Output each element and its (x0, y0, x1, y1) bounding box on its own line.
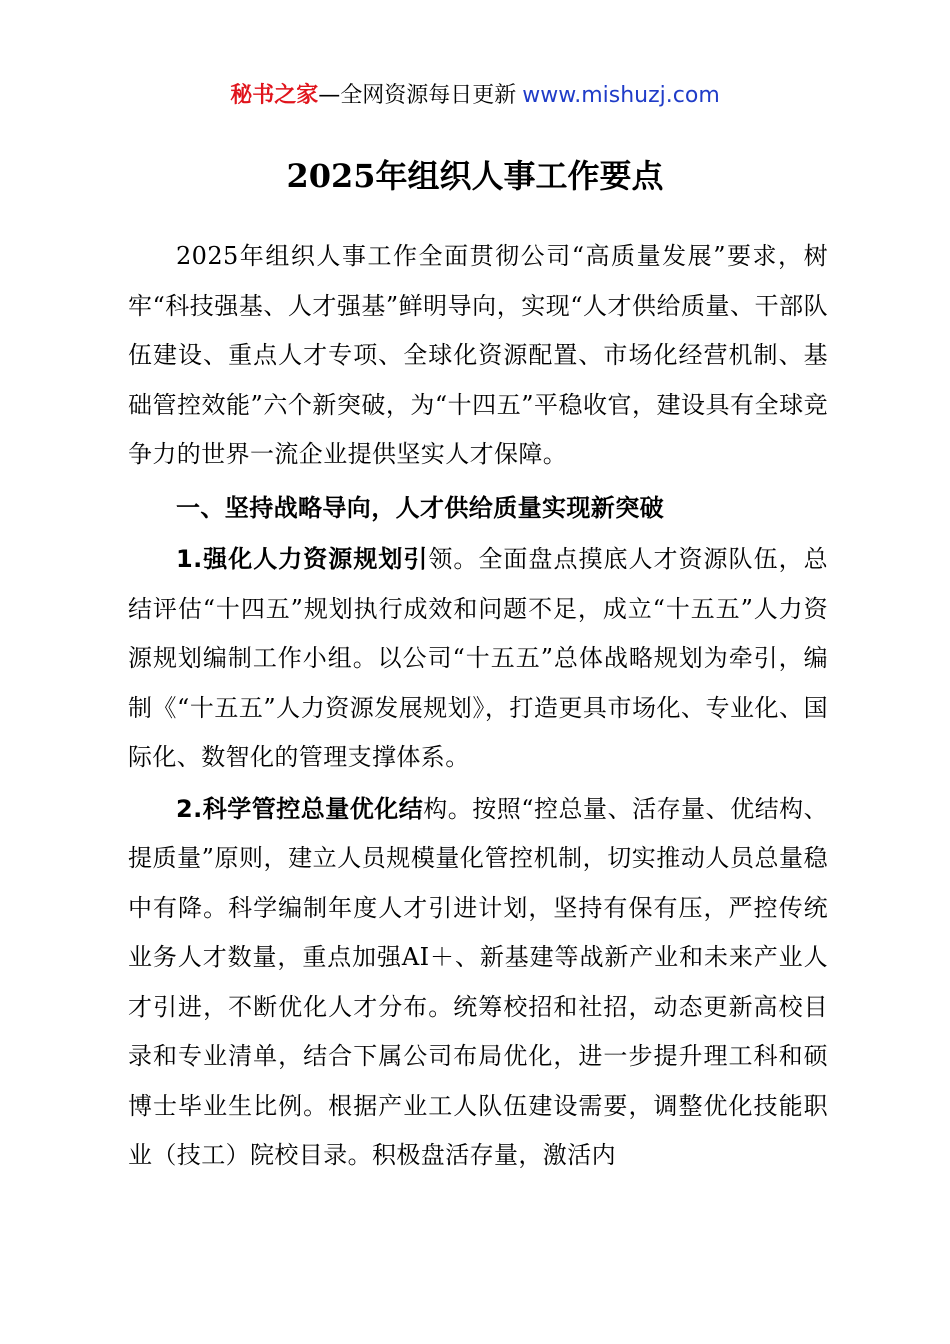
intro-paragraph: 2025年组织人事工作全面贯彻公司“高质量发展”要求，树牢“科技强基、人才强基”鲜明导向，实现“人才供给质量、干部队伍建设、重点人才专项、全球化资源配置、市场化经营机制、基础管控效能”六个新突破，为“十四五”平稳收官，建设具有全球竞争力的世界一流企业提供坚实人才保障。 (128, 242, 828, 468)
document-title: 2025年组织人事工作要点 (286, 157, 664, 195)
item-2-paragraph (128, 785, 828, 1181)
item-1-paragraph (128, 535, 828, 783)
item-2-body: 构。按照“控总量、活存量、优结构、提质量”原则，建立人员规模量化管控机制，切实推动人员总量稳中有降。科学编制年度人才引进计划，坚持有保有压，严控传统业务人才数量，重点加强AI＋、新基建等战新产业和未来产业人才引进，不断优化人才分布。统筹校招和社招，动态更新高校目录和专业清单，结合下属公司布局优化，进一步提升理工科和硕博士毕业生比例。根据产业工人队伍建设需要，调整优化技能职业（技工）院校目录。积极盘活存量，激活内 (128, 794, 828, 1169)
site-watermark-header (0, 78, 950, 114)
site-url-link[interactable]: www.mishuzj.com (522, 83, 720, 108)
item-2-lead: 2.科学管控总量优化结 (176, 794, 424, 823)
item-1-body: 领。全面盘点摸底人才资源队伍，总结评估“十四五”规划执行成效和问题不足，成立“十五五”人力资源规划编制工作小组。以公司“十五五”总体战略规划为牵引，编制《“十五五”人力资源发展规划》，打造更具市场化、专业化、国际化、数智化的管理支撑体系。 (128, 545, 828, 771)
section-heading-1: 一、坚持战略导向，人才供给质量实现新突破 (176, 493, 664, 522)
site-brand: 秘书之家 (230, 83, 319, 108)
item-1-lead: 1.强化人力资源规划引 (176, 545, 429, 573)
site-tagline: —全网资源每日更新 (318, 83, 517, 108)
document-body (128, 232, 828, 1181)
